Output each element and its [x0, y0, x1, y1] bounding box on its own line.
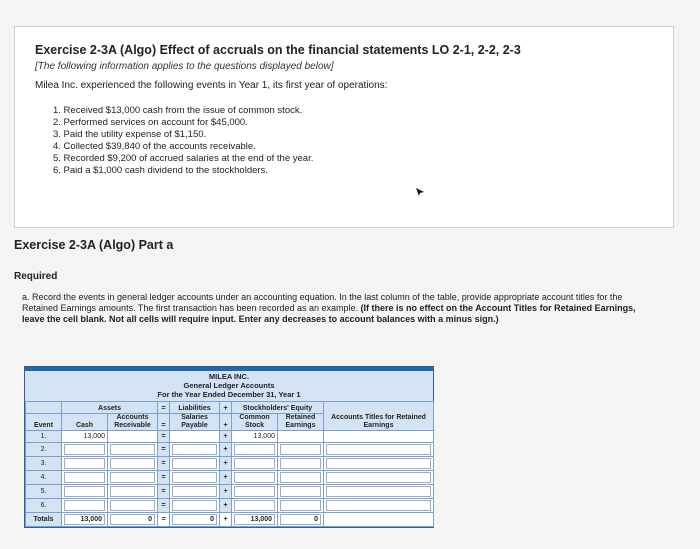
event-item: 2. Performed services on account for $45,000. [53, 117, 248, 128]
cash-column-header: Cash [62, 414, 108, 431]
event-item: 4. Collected $39,840 of the accounts receivable. [53, 141, 256, 152]
ledger-period: For the Year Ended December 31, Year 1 [157, 390, 301, 399]
event-list [35, 105, 653, 177]
event-item: 3. Paid the utility expense of $1,150. [53, 129, 207, 140]
event-item: 6. Paid a $1,000 cash dividend to the stockholders. [53, 165, 268, 176]
plus-sign: + [220, 443, 232, 457]
equals-sign: = [158, 499, 170, 513]
event-number: 4. [26, 471, 62, 485]
event-item: 5. Recorded $9,200 of accrued salaries at the end of the year. [53, 153, 314, 164]
event-number: 2. [26, 443, 62, 457]
accounts-receivable-total-value: 0 [110, 514, 155, 525]
table-row [26, 485, 434, 499]
plus-sign: + [220, 414, 232, 431]
table-row [26, 443, 434, 457]
retained-earnings-total [278, 513, 324, 527]
mouse-cursor-icon [415, 187, 425, 197]
account-title-input[interactable] [324, 471, 434, 485]
liabilities-group-header: Liabilities [170, 402, 220, 414]
totals-row [26, 513, 434, 527]
exercise-info-box [14, 26, 674, 228]
exercise-intro: Milea Inc. experienced the following events in Year 1, its first year of operations: [35, 80, 388, 91]
equals-sign: = [158, 485, 170, 499]
account-title-input[interactable] [324, 443, 434, 457]
cash-total [62, 513, 108, 527]
common-stock-value: 13,000 [232, 431, 278, 443]
cash-input[interactable] [62, 485, 108, 499]
retained-earnings-total-value: 0 [280, 514, 321, 525]
account-title-value [324, 431, 434, 443]
account-title-input[interactable] [324, 485, 434, 499]
salaries-payable-input[interactable] [170, 499, 220, 513]
retained-earnings-value [278, 431, 324, 443]
company-name: MILEA INC. [208, 372, 250, 381]
salaries-payable-input[interactable] [170, 485, 220, 499]
plus-sign: + [220, 457, 232, 471]
instruction-bold: (If there is no effect on the Account Titles for Retained Earnings, leave the cell blank. Not all cells will require input. Enter any decreases to account balances with a minus sign.) [22, 303, 636, 324]
retained-earnings-input[interactable] [278, 485, 324, 499]
salaries-payable-total [170, 513, 220, 527]
required-heading: Required [14, 271, 58, 282]
account-title-input[interactable] [324, 499, 434, 513]
cash-total-value: 13,000 [64, 514, 105, 525]
equals-sign: = [158, 443, 170, 457]
exercise-note: [The following information applies to the questions displayed below] [35, 61, 334, 72]
accounts-receivable-total [108, 513, 158, 527]
common-stock-input[interactable] [232, 499, 278, 513]
accounts-receivable-input[interactable] [108, 499, 158, 513]
event-header-spacer [26, 402, 62, 414]
ledger-subtitle: General Ledger Accounts [183, 381, 275, 390]
salaries-payable-input[interactable] [170, 457, 220, 471]
cash-input[interactable] [62, 443, 108, 457]
plus-sign: + [220, 499, 232, 513]
accounts-receivable-column-header: Accounts Receivable [108, 414, 158, 431]
accounts-receivable-input[interactable] [108, 485, 158, 499]
plus-sign: + [220, 485, 232, 499]
instruction-text: a. Record the events in general ledger accounts under an accounting equation. In the last column of the table, provide appropriate account titles for the Retained Earnings amounts. The first transaction has been recorded as an example. [22, 292, 623, 313]
equals-sign: = [158, 457, 170, 471]
common-stock-input[interactable] [232, 443, 278, 457]
accounts-receivable-input[interactable] [108, 457, 158, 471]
retained-earnings-input[interactable] [278, 471, 324, 485]
common-stock-column-header: Common Stock [232, 414, 278, 431]
general-ledger-table [24, 366, 434, 528]
event-item: 1. Received $13,000 cash from the issue of common stock. [53, 105, 303, 116]
salaries-payable-input[interactable] [170, 471, 220, 485]
cash-value: 13,000 [62, 431, 108, 443]
retained-earnings-input[interactable] [278, 443, 324, 457]
plus-sign: + [220, 431, 232, 443]
equals-sign: = [158, 431, 170, 443]
equals-sign: = [158, 402, 170, 414]
common-stock-input[interactable] [232, 471, 278, 485]
titles-column-header: Accounts Titles for Retained Earnings [324, 402, 434, 431]
salaries-payable-input[interactable] [170, 443, 220, 457]
table-row [26, 471, 434, 485]
ledger-header [25, 371, 433, 401]
equals-sign: = [158, 471, 170, 485]
account-title-total [324, 513, 434, 527]
common-stock-total-value: 13,000 [234, 514, 275, 525]
common-stock-input[interactable] [232, 485, 278, 499]
table-row [26, 457, 434, 471]
cash-input[interactable] [62, 499, 108, 513]
common-stock-total [232, 513, 278, 527]
account-title-input[interactable] [324, 457, 434, 471]
common-stock-input[interactable] [232, 457, 278, 471]
part-title: Exercise 2-3A (Algo) Part a [14, 238, 174, 252]
event-number: 5. [26, 485, 62, 499]
equity-group-header: Stockholders' Equity [232, 402, 324, 414]
accounts-receivable-value [108, 431, 158, 443]
table-row [26, 499, 434, 513]
ledger-grid [25, 401, 434, 527]
salaries-payable-total-value: 0 [172, 514, 217, 525]
event-number: 1. [26, 431, 62, 443]
equals-sign: = [158, 513, 170, 527]
equals-sign: = [158, 414, 170, 431]
event-column-header: Event [26, 414, 62, 431]
instructions [22, 292, 642, 325]
event-number: 3. [26, 457, 62, 471]
assets-group-header: Assets [62, 402, 158, 414]
salaries-payable-value [170, 431, 220, 443]
retained-earnings-column-header: Retained Earnings [278, 414, 324, 431]
retained-earnings-input[interactable] [278, 457, 324, 471]
plus-sign: + [220, 402, 232, 414]
totals-label: Totals [26, 513, 62, 527]
cash-input[interactable] [62, 457, 108, 471]
retained-earnings-input[interactable] [278, 499, 324, 513]
salaries-payable-column-header: Salaries Payable [170, 414, 220, 431]
accounts-receivable-input[interactable] [108, 443, 158, 457]
exercise-title: Exercise 2-3A (Algo) Effect of accruals on the financial statements LO 2-1, 2-2, 2-3 [35, 43, 521, 57]
cash-input[interactable] [62, 471, 108, 485]
plus-sign: + [220, 513, 232, 527]
table-row [26, 431, 434, 443]
accounts-receivable-input[interactable] [108, 471, 158, 485]
plus-sign: + [220, 471, 232, 485]
event-number: 6. [26, 499, 62, 513]
